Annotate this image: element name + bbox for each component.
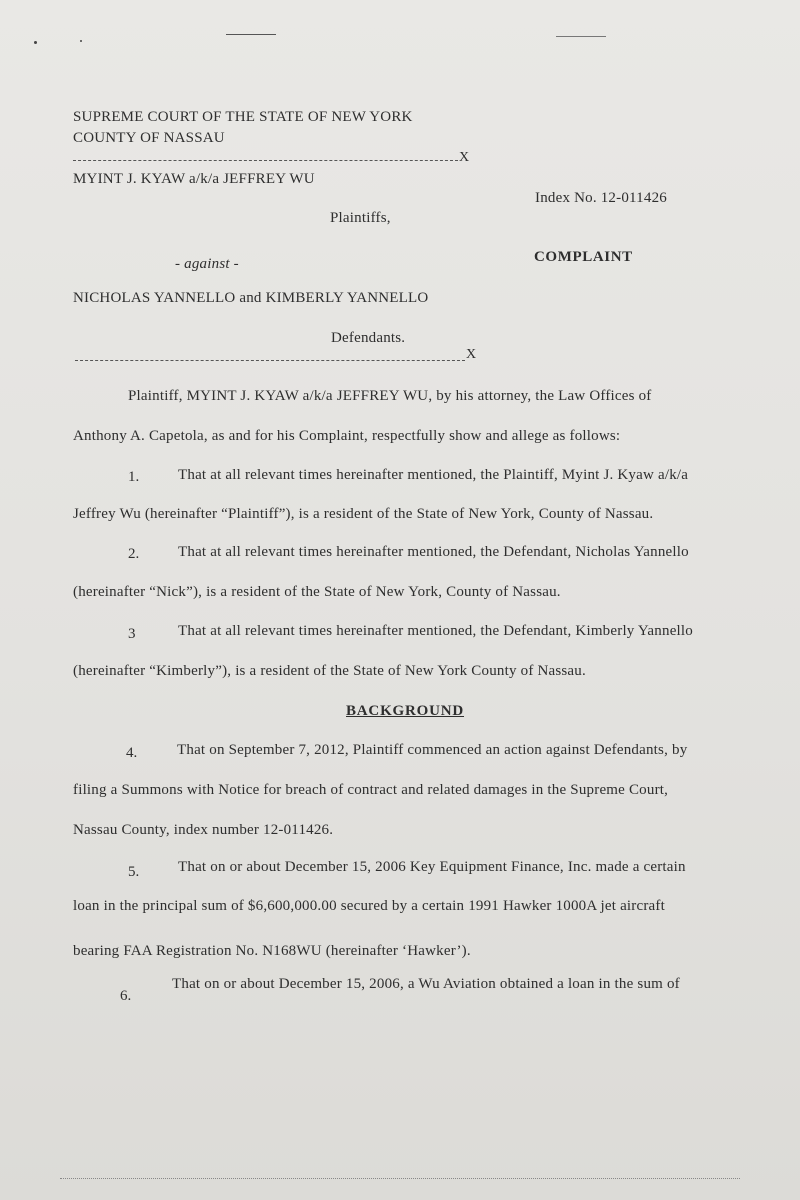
caption-rule: [75, 360, 465, 361]
document-type: COMPLAINT: [534, 249, 633, 265]
scan-speck: [34, 41, 37, 44]
paragraph-line: That on or about December 15, 2006 Key Equipment Finance, Inc. made a certain: [178, 859, 686, 875]
paragraph-line: That at all relevant times hereinafter mentioned, the Plaintiff, Myint J. Kyaw a/k/a: [178, 467, 689, 483]
court-county: COUNTY OF NASSAU: [73, 130, 225, 146]
paragraph-line: (hereinafter “Kimberly”), is a resident of the State of New York County of Nassau.: [73, 663, 586, 679]
paragraph-number: 4.: [126, 745, 138, 761]
paragraph-line: That on September 7, 2012, Plaintiff commenced an action against Defendants, by: [177, 742, 688, 758]
paragraph-line: Jeffrey Wu (hereinafter “Plaintiff”), is a resident of the State of New York, County of Nassau.: [73, 506, 654, 522]
paragraph-line: filing a Summons with Notice for breach of contract and related damages in the Supreme Court,: [73, 782, 669, 798]
court-name: SUPREME COURT OF THE STATE OF NEW YORK: [73, 109, 413, 125]
caption-rule: [73, 160, 458, 161]
paragraph-line: That at all relevant times hereinafter mentioned, the Defendant, Kimberly Yannello: [178, 623, 693, 639]
paragraph-number: 5.: [128, 864, 140, 880]
section-heading: BACKGROUND: [346, 703, 465, 719]
caption-rule-end: X: [466, 347, 477, 362]
intro-line: Anthony A. Capetola, as and for his Complaint, respectfully show and allege as follows:: [73, 428, 621, 444]
scan-mark: [226, 34, 276, 35]
paragraph-line: That at all relevant times hereinafter mentioned, the Defendant, Nicholas Yannello: [178, 544, 689, 560]
scan-speck: [80, 40, 82, 42]
against-label: - against -: [175, 256, 239, 272]
paragraph-line: bearing FAA Registration No. N168WU (hereinafter ‘Hawker’).: [73, 943, 471, 959]
defendant-names: NICHOLAS YANNELLO and KIMBERLY YANNELLO: [73, 290, 429, 306]
paragraph-number: 6.: [120, 988, 132, 1004]
page-edge-shadow: [60, 1178, 740, 1179]
plaintiffs-label: Plaintiffs,: [330, 210, 391, 226]
paragraph-number: 1.: [128, 469, 140, 485]
paragraph-line: (hereinafter “Nick”), is a resident of the State of New York, County of Nassau.: [73, 584, 561, 600]
index-number: Index No. 12-011426: [535, 190, 667, 206]
paragraph-number: 2.: [128, 546, 140, 562]
caption-rule-end: X: [459, 150, 470, 165]
paragraph-line: loan in the principal sum of $6,600,000.00 secured by a certain 1991 Hawker 1000A jet aircraft: [73, 898, 665, 914]
paragraph-line: That on or about December 15, 2006, a Wu Aviation obtained a loan in the sum of: [172, 976, 680, 992]
paragraph-line: Nassau County, index number 12-011426.: [73, 822, 334, 838]
plaintiff-name: MYINT J. KYAW a/k/a JEFFREY WU: [73, 171, 315, 187]
paragraph-number: 3: [128, 626, 136, 642]
intro-line: Plaintiff, MYINT J. KYAW a/k/a JEFFREY WU, by his attorney, the Law Offices of: [128, 388, 652, 404]
scan-mark: [556, 36, 606, 37]
defendants-label: Defendants.: [331, 330, 406, 346]
